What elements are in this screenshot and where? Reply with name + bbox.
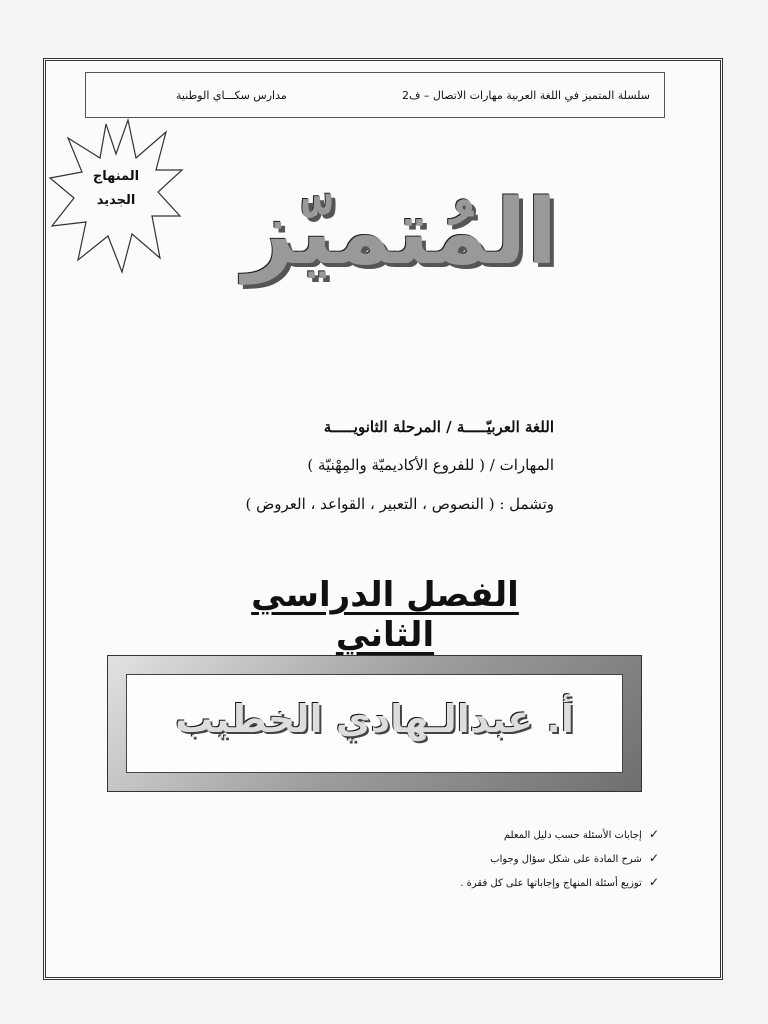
feature-text: شرح المادة على شكل سؤال وجواب — [490, 854, 642, 865]
includes-line: وتشمل : ( النصوص ، التعبير ، القواعد ، العروض ) — [245, 495, 554, 513]
feature-item — [460, 870, 663, 894]
feature-item — [460, 846, 663, 870]
semester-title: الفصل الدراسي الثاني — [251, 575, 519, 655]
check-icon: ✓ — [648, 875, 660, 889]
author-frame — [107, 655, 642, 792]
features-list — [460, 822, 663, 894]
feature-text: توزيع أسئلة المنهاج وإجاباتها على كل فقرة . — [460, 878, 642, 889]
feature-text: إجابات الأسئلة حسب دليل المعلم — [503, 830, 642, 841]
skills-line: المهارات / ( للفروع الأكاديميّة والمِهْنيّة ) — [307, 456, 554, 474]
header-box — [85, 72, 665, 118]
main-title: المُتميّز — [242, 180, 558, 285]
school-name: مدارس سكـــاي الوطنية — [176, 89, 287, 102]
feature-item — [460, 822, 663, 846]
check-icon: ✓ — [648, 827, 660, 841]
badge-line-2: الجديد — [96, 193, 136, 208]
author-panel — [126, 674, 623, 773]
series-title: سلسلة المتميز في اللغة العربية مهارات الاتصال – ف2 — [402, 89, 650, 102]
check-icon: ✓ — [648, 851, 660, 865]
author-name: أ. عبدالـهادي الخطيب — [175, 697, 574, 741]
subject-line: اللغة العربيّـــــة / المرحلة الثانويـــــة — [323, 418, 554, 436]
badge-line-1: المنهاج — [92, 169, 140, 184]
